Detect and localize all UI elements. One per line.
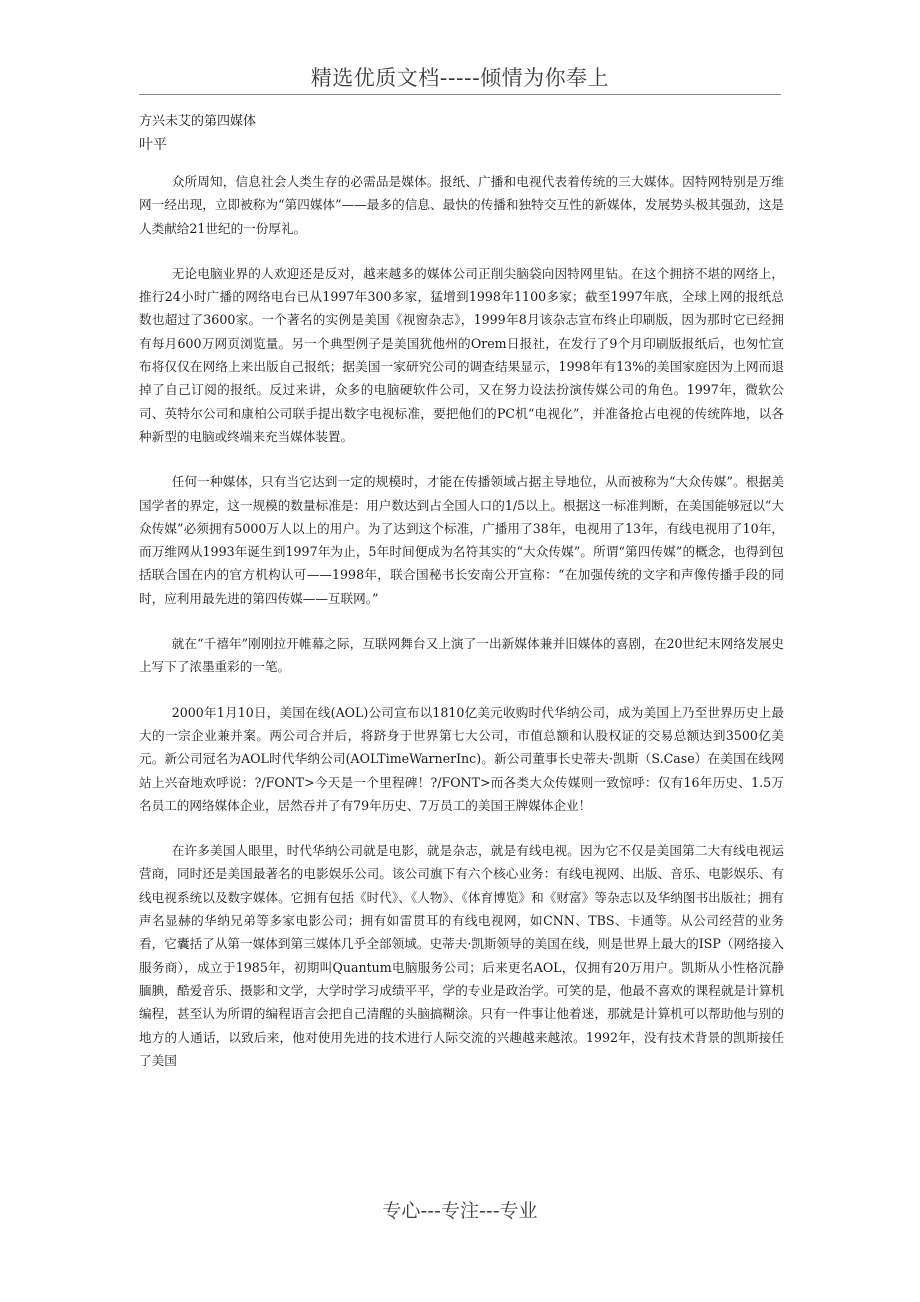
document-title: 方兴未艾的第四媒体 <box>139 114 257 129</box>
paragraph: 在许多美国人眼里，时代华纳公司就是电影，就是杂志，就是有线电视。因为它不仅是美国第二大有线电视运营商，同时还是美国最著名的电影娱乐公司。该公司旗下有六个核心业务：有线电视网、出版、音乐、电影娱乐、有线电视系统以及数字媒体。它拥有包括《时代》、《人物》、《体育博览》和《财富》等杂志以及华纳图书出版社；拥有声名显赫的华纳兄弟等多家电影公司；拥有如雷贯耳的有线电视网，如CNN、TBS、卡通等。从公司经营的业务看，它囊括了从第一媒体到第三媒体几乎全部领域。史蒂夫·凯斯领导的美国在线，则是世界上最大的ISP（网络接入服务商），成立于1985年，初期叫Quantum电脑服务公司；后来更名AOL，仅拥有20万用户。凯斯从小性格沉静腼腆，酷爱音乐、摄影和文学，大学时学习成绩平平，学的专业是政治学。可笑的是，他最不喜欢的课程就是计算机编程，甚至认为所谓的编程语言会把自己清醒的头脑搞糊涂。只有一件事让他着迷，那就是计算机可以帮助他与别的地方的人通话，以致后来，他对使用先进的技术进行人际交流的兴趣越来越浓。1992年，没有技术背景的凯斯接任了美国 <box>139 843 784 1068</box>
page-footer: 专心---专注---专业 <box>382 1200 538 1222</box>
page-header: 精选优质文档-----倾情为你奉上 <box>310 66 610 90</box>
paragraph: 无论电脑业界的人欢迎还是反对，越来越多的媒体公司正削尖脑袋向因特网里钻。在这个拥挤不堪的网络上，推行24小时广播的网络电台已从1997年300多家，猛增到1998年1100多家；截至1997年底，全球上网的报纸总数也超过了3600家。一个著名的实例是美国《视窗杂志》，1999年8月该杂志宣布终止印刷版，因为那时它已经拥有每月600万网页浏览量。另一个典型例子是美国犹他州的Orem日报社，在发行了9个月印刷版报纸后，也匆忙宣布将仅仅在网络上来出版自己报纸；据美国一家研究公司的调查结果显示，1998年有13%的美国家庭因为上网而退掉了自己订阅的报纸。反过来讲，众多的电脑硬软件公司，又在努力设法扮演传媒公司的角色。1997年，微软公司、英特尔公司和康柏公司联手提出数字电视标准，要把他们的PC机“电视化”，并准备抢占电视的传统阵地，以各种新型的电脑或终端来充当媒体装置。 <box>139 265 784 444</box>
document-body <box>139 112 784 1094</box>
paragraph: 任何一种媒体，只有当它达到一定的规模时，才能在传播领域占据主导地位，从而被称为“大众传媒”。根据美国学者的界定，这一规模的数量标准是：用户数达到占全国人口的1/5以上。根据这一标准判断，在美国能够冠以“大众传媒”必须拥有5000万人以上的用户。为了达到这个标准，广播用了38年，电视用了13年，有线电视用了10年，而万维网从1993年诞生到1997年为止，5年时间便成为名符其实的“大众传媒”。所谓“第四传媒”的概念，也得到包括联合国在内的官方机构认可——1998年，联合国秘书长安南公开宣称：“在加强传统的文字和声像传播手段的同时，应利用最先进的第四传媒——互联网。” <box>139 474 784 606</box>
document-author: 叶平 <box>139 137 167 153</box>
header-rule <box>139 94 781 95</box>
paragraph: 2000年1月10日，美国在线(AOL)公司宣布以1810亿美元收购时代华纳公司，成为美国上乃至世界历史上最大的一宗企业兼并案。两公司合并后，将跻身于世界第七大公司，市值总额和认股权证的交易总额达到3500亿美元。新公司冠名为AOL时代华纳公司(AOLTimeWarnerInc)。新公司董事长史蒂夫·凯斯（S.Case）在美国在线网站上兴奋地欢呼说：?/FONT>今天是一个里程碑！?/FONT>而各类大众传媒则一致惊呼：仅有16年历史、1.5万名员工的网络媒体企业，居然吞并了有79年历史、7万员工的美国王牌媒体企业！ <box>139 704 784 813</box>
paragraph: 众所周知，信息社会人类生存的必需品是媒体。报纸、广播和电视代表着传统的三大媒体。因特网特别是万维网一经出现，立即被称为“第四媒体”——最多的信息、最快的传播和独特交互性的新媒体，发展势头极其强劲，这是人类献给21世纪的一份厚礼。 <box>139 174 784 236</box>
paragraph: 就在“千禧年”刚刚拉开帷幕之际，互联网舞台又上演了一出新媒体兼并旧媒体的喜剧，在20世纪末网络发展史上写下了浓墨重彩的一笔。 <box>139 636 784 675</box>
